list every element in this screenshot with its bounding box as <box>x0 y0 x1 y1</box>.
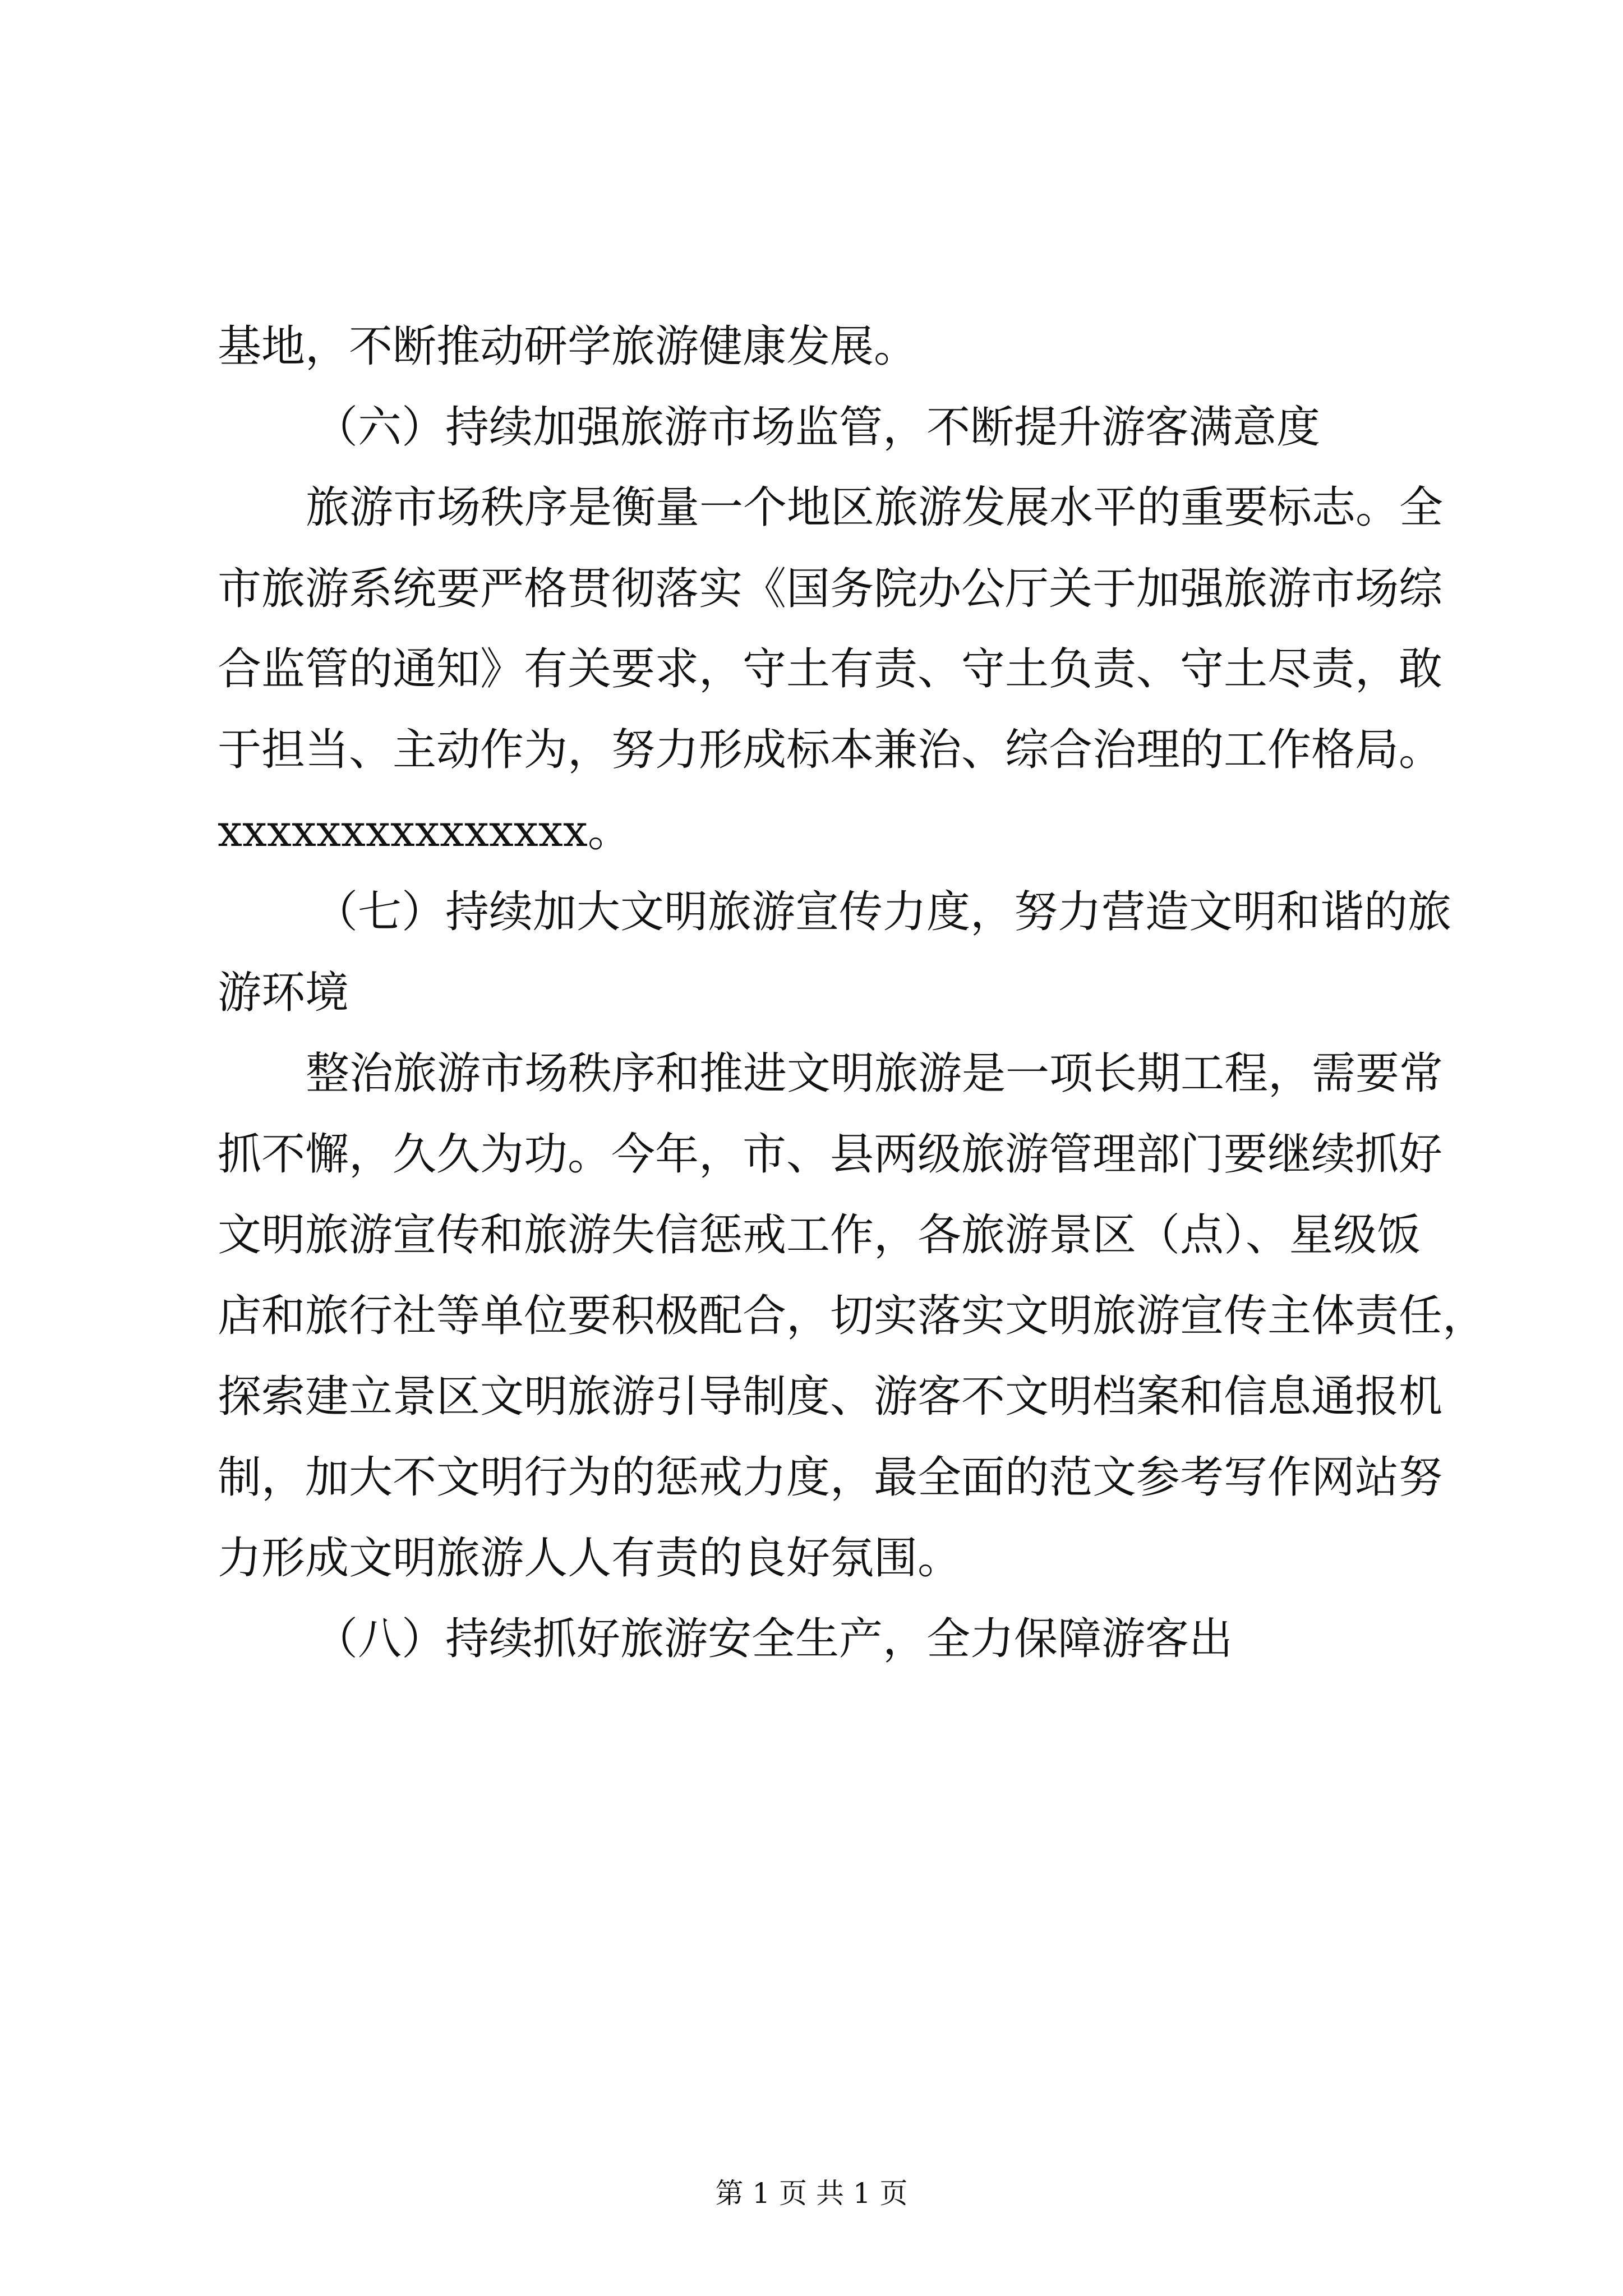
paragraph-line: 旅游市场秩序是衡量一个地区旅游发展水平的重要标志。全 <box>306 482 1444 533</box>
page-footer: 第 1 页 共 1 页 <box>715 2177 908 2210</box>
section-heading-8: （八）持续抓好旅游安全生产，全力保障游客出 <box>314 1614 1233 1664</box>
paragraph-line: 于担当、主动作为，努力形成标本兼治、综合治理的工作格局。 <box>218 725 1443 775</box>
paragraph-line: 合监管的通知》有关要求，守土有责、守土负责、守土尽责，敢 <box>218 644 1443 694</box>
paragraph-line: 文明旅游宣传和旅游失信惩戒工作，各旅游景区（点）、星级饭 <box>218 1210 1421 1260</box>
paragraph-line: 店和旅行社等单位要积极配合，切实落实文明旅游宣传主体责任， <box>218 1291 1487 1341</box>
paragraph-line: 探索建立景区文明旅游引导制度、游客不文明档案和信息通报机 <box>218 1372 1443 1422</box>
paragraph-line: 力形成文明旅游人人有责的良好氛围。 <box>218 1533 962 1584</box>
paragraph-line: 抓不懈，久久为功。今年，市、县两级旅游管理部门要继续抓好 <box>218 1129 1443 1180</box>
paragraph-line: 市旅游系统要严格贯彻落实《国务院办公厅关于加强旅游市场综 <box>218 564 1443 614</box>
section-heading-7: （七）持续加大文明旅游宣传力度，努力营造文明和谐的旅 <box>314 887 1452 937</box>
section-heading-6: （六）持续加强旅游市场监管，不断提升游客满意度 <box>314 402 1321 453</box>
paragraph-line: 制，加大不文明行为的惩戒力度，最全面的范文参考写作网站努 <box>218 1452 1443 1503</box>
paragraph-line: 整治旅游市场秩序和推进文明旅游是一项长期工程，需要常 <box>306 1048 1444 1099</box>
section-heading-7-cont: 游环境 <box>218 968 349 1018</box>
paragraph-line: 基地，不断推动研学旅游健康发展。 <box>218 321 918 372</box>
paragraph-line: xxxxxxxxxxxxxxx。 <box>218 806 631 857</box>
